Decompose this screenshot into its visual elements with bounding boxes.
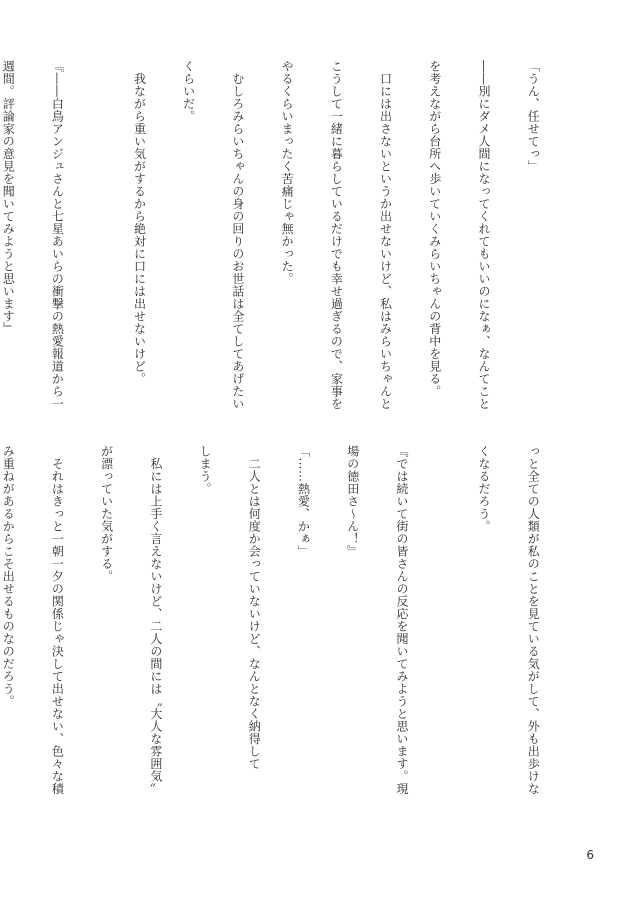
text-column: 場の徳田さ〜ん！』	[345, 445, 360, 558]
text-column: 『では続いて街の皆さんの反応を聞いてみようと思います。現	[394, 445, 409, 795]
upper-text-block	[0, 60, 574, 410]
text-column: 我ながら重い気がするから絶対に口には出せないけど。	[132, 60, 147, 385]
lower-text-block	[0, 445, 574, 795]
text-column: み重ねがあるからこそ出せるものなのだろう。	[1, 445, 16, 708]
text-column: ――別にダメ人間になってくれてもいいのになぁ、なんてこと	[476, 60, 491, 410]
text-column: くらいだ。	[181, 60, 196, 123]
text-column: 「うん、任せてっ」	[526, 60, 541, 173]
text-column: こうして一緒に暮らしているだけでも幸せ過ぎるので、家事を	[329, 60, 344, 410]
text-column: 週間。評論家の意見を聞いてみようと思います』	[1, 60, 16, 335]
text-column: くなるだろう。	[476, 445, 491, 533]
text-column: 二人とは何度か会っていないけど、なんとなく納得して	[247, 445, 262, 770]
text-column: しまう。	[198, 445, 213, 495]
text-column: 『――白鳥アンジュさんと七星あいらの衝撃の熱愛報道から一	[50, 60, 65, 410]
text-column: っと全ての人類が私のことを見ている気がして、外も出歩けな	[526, 445, 541, 795]
text-column: むしろみらいちゃんの身の回りのお世話は全てしてあげたい	[230, 60, 245, 410]
text-column: それはきっと一朝一夕の関係じゃ決して出せない、色々な積	[50, 445, 65, 795]
text-column: 口には出さないというか出せないけど、私はみらいちゃんと	[378, 60, 393, 410]
text-column: を考えながら台所へ歩いていくみらいちゃんの背中を見る。	[427, 60, 442, 398]
text-column: やるくらいまったく苦痛じゃ無かった。	[280, 60, 295, 285]
text-column: が漂っていた気がする。	[99, 445, 114, 583]
text-column: 「……熱愛、かぁ」	[296, 445, 311, 558]
text-column: 私には上手く言えないけど、二人の間には〝大人な雰囲気〟	[148, 445, 163, 795]
page-number: 6	[586, 848, 594, 862]
